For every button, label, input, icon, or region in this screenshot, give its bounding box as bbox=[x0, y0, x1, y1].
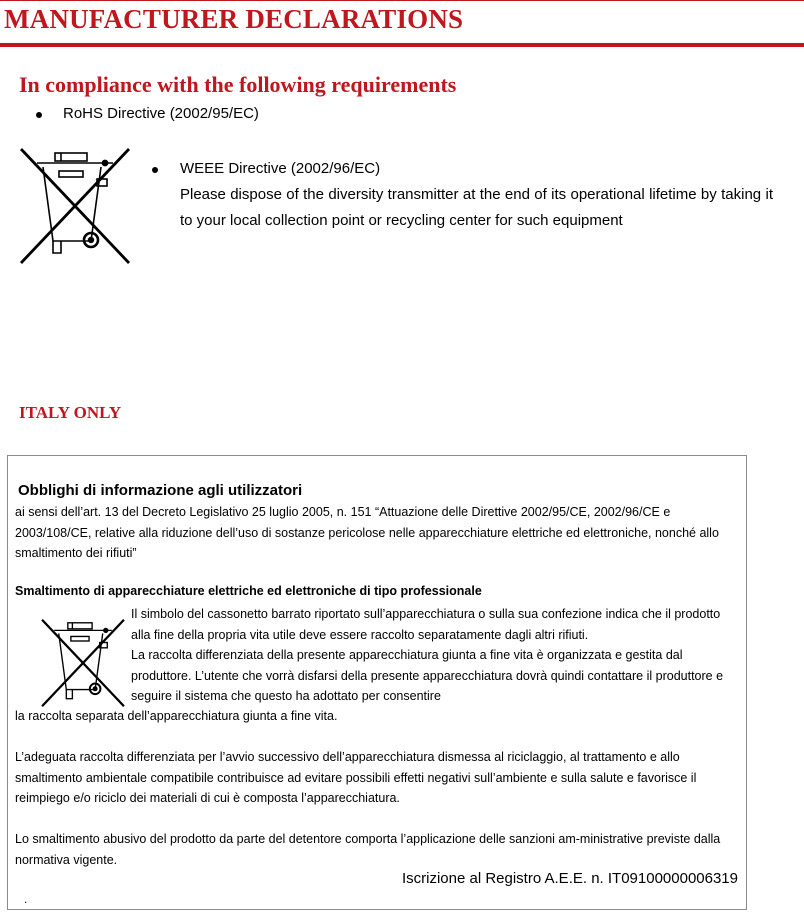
weee-title: WEEE Directive (2002/96/EC) bbox=[180, 160, 381, 177]
disposal-paragraph-symbol bbox=[131, 604, 743, 707]
italy-only-heading: ITALY ONLY bbox=[19, 403, 122, 422]
rohs-text: RoHS Directive (2002/95/EC) bbox=[63, 105, 259, 122]
title-underline bbox=[0, 43, 804, 47]
bullet-dot bbox=[36, 112, 42, 118]
separate-collection-continued: la raccolta separata dell’apparecchiatura giunta a fine vita. bbox=[15, 709, 338, 723]
crossed-out-wheeled-bin-icon bbox=[17, 145, 133, 267]
crossed-out-wheeled-bin-icon bbox=[39, 616, 127, 710]
compliance-heading: In compliance with the following requirements bbox=[19, 72, 457, 97]
bullet-dot bbox=[152, 167, 158, 173]
page-title: MANUFACTURER DECLARATIONS bbox=[4, 4, 464, 34]
symbol-meaning-text: Il simbolo del cassonetto barrato riportato sull’apparecchiatura o sulla sua confezione indica che il prodotto alla fine della propria vita utile deve essere raccolto separatamente dagli altri rifiuti. bbox=[131, 607, 721, 642]
legal-intro-text: ai sensi dell’art. 13 del Decreto Legislativo 25 luglio 2005, n. 151 “Attuazione delle Direttive 2002/95/CE, 2002/96/CE e 2003/108/CE, relative alla riduzione dell’uso di sostanze pericolose nelle apparecchiature elettriche ed elettroniche, nonché allo smaltimento dei rifiuti” bbox=[15, 505, 719, 560]
trailing-mark: . bbox=[24, 892, 28, 906]
recycling-benefits-text: L’adeguata raccolta differenziata per l’avvio successivo dell’apparecchiatura dismessa al riciclaggio, al trattamento e allo smaltimento ambientale compatibile contribuisce ad evitare possibili effetti negativi sull’ambiente e sulla salute e favorisce il reimpiego e/o riciclo dei materiali di cui è composta l’apparecchiatura. bbox=[15, 750, 697, 805]
weee-disposal-text: Please dispose of the diversity transmitter at the end of its operational lifetime by taking it to your local collection point or recycling center for such equipment bbox=[180, 186, 773, 229]
separate-collection-text: La raccolta differenziata della presente apparecchiatura giunta a fine vita è organizzata e gestita dal produttore. L’utente che vorrà disfarsi della presente apparecchiatura dovrà quindi contattare il produttore e seguire il sistema che questo ha adottato per consentire bbox=[131, 648, 724, 703]
registry-number: Iscrizione al Registro A.E.E. n. IT09100000006319 bbox=[401, 870, 738, 887]
disposal-subheading: Smaltimento di apparecchiature elettriche ed elettroniche di tipo professionale bbox=[15, 584, 482, 598]
italy-info-box bbox=[7, 455, 747, 910]
sanctions-text: Lo smaltimento abusivo del prodotto da parte del detentore comporta l’applicazione delle sanzioni am-ministrative previste dalla normativa vigente. bbox=[15, 832, 721, 867]
top-rule bbox=[0, 0, 804, 1]
box-heading: Obblighi di informazione agli utilizzatori bbox=[18, 482, 303, 499]
